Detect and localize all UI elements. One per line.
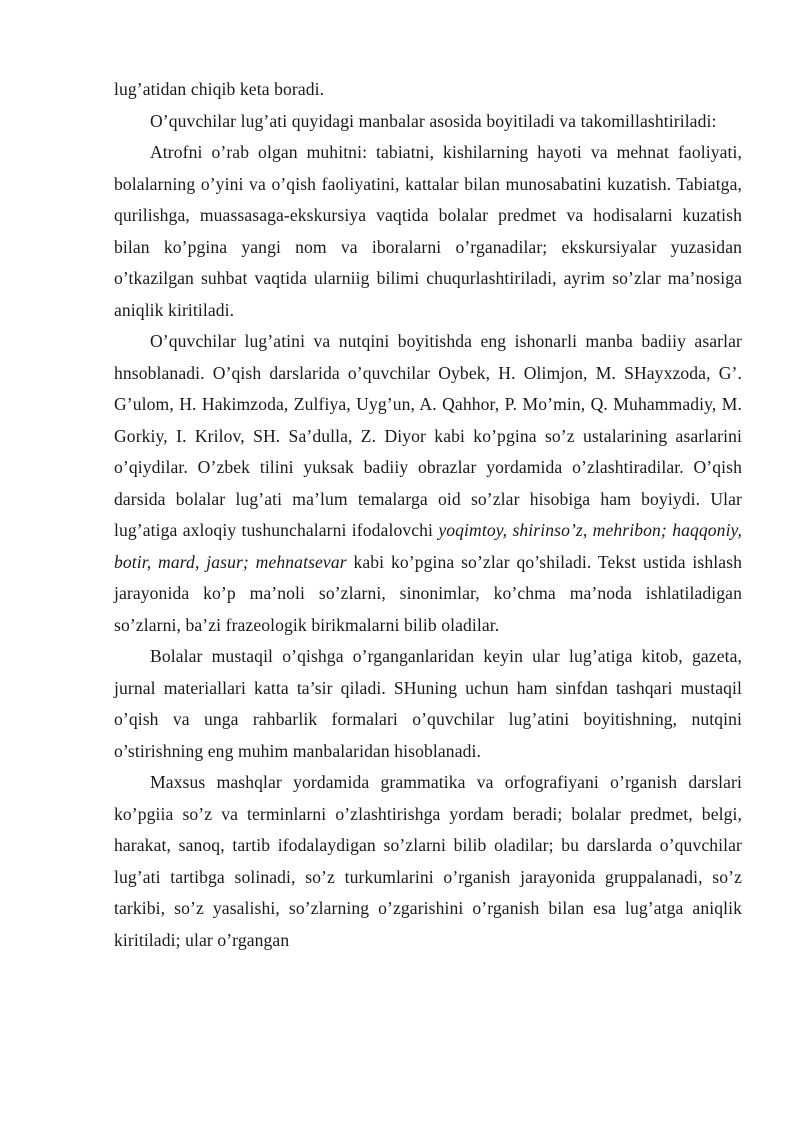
text-segment: kabi ko’pgina so’zlar qo’shiladi. Tekst ustida ishlash jarayonida ko’p ma’noli so’zlarni, sinonimlar, ko’chma ma’noda ishlatiladigan so’zlarni, ba’zi frazeologik birikmalarni bilib oladilar. [114, 551, 742, 635]
italic-word-list: yoqimtoy, shirinso’z, mehribon; haqqoniy, botir, mard, jasur; mehnatsevar [114, 520, 742, 572]
text-segment: O’quvchilar lug’atini va nutqini boyitishda eng ishonarli manba badiiy asarlar hnsoblanadi. O’qish darslarida o’quvchilar Oybek, H. Olimjon, M. SHayxzoda, G’. G’ulom, H. Hakimzoda, Zulfiya, Uyg’un, A. Qahhor, P. Mo’min, Q. Muhammadiy, M. Gorkiy, I. Krilov, SH. Sa’dulla, Z. Diyor kabi ko’pgina so’z ustalarining asarlarini o’qiydilar. O’zbek tilini yuksak badiiy obrazlar yordamida o’zlashtiradilar. O’qish darsida bolalar lug’ati ma’lum temalarga oid so’zlar hisobiga ham boyiydi. Ular lug’atiga axloqiy tushunchalarni ifodalovchi [114, 331, 742, 540]
paragraph-vocabulary-sources [114, 106, 742, 138]
text-segment: lug’atidan chiqib keta boradi. [114, 79, 325, 99]
text-segment: Maxsus mashqlar yordamida grammatika va orfografiyani o’rganish darslari ko’pgiia so’z va terminlarni o’zlashtirishga yordam beradi; bolalar predmet, belgi, harakat, sanoq, tartib ifodalaydigan so’zlarni bilib oladilar; bu darslarda o’quvchilar lug’ati tartibga solinadi, so’z turkumlarini o’rganish jarayonida gruppalanadi, so’z tarkibi, so’z yasalishi, so’zlarning o’zgarishini o’rganish bilan esa lug’atga aniqlik kiritiladi; ular o’rgangan [114, 772, 742, 950]
text-segment: Bolalar mustaqil o’qishga o’rganganlaridan keyin ular lug’atiga kitob, gazeta, jurnal materiallari katta ta’sir qiladi. SHuning uchun ham sinfdan tashqari mustaqil o’qish va unga rahbarlik formalari o’quvchilar lug’atini boyitishning, nutqini o’stirishning eng muhim manbalaridan hisoblanadi. [114, 646, 742, 761]
paragraph-literary-works [114, 326, 742, 641]
paragraph-special-exercises [114, 767, 742, 956]
paragraph-independent-reading [114, 641, 742, 767]
text-segment: Atrofni o’rab olgan muhitni: tabiatni, kishilarning hayoti va mehnat faoliyati, bolalarning o’yini va o’qish faoliyatini, kattalar bilan munosabatini kuzatish. Tabiatga, qurilishga, muassasaga-ekskursiya vaqtida bolalar predmet va hodisalarni kuzatish bilan ko’pgina yangi nom va iboralarni o’rganadilar; ekskursiyalar yuzasidan o’tkazilgan suhbat vaqtida ularniig bilimi chuqurlashtiriladi, ayrim so’zlar ma’nosiga aniqlik kiritiladi. [114, 142, 742, 320]
text-segment: O’quvchilar lug’ati quyidagi manbalar asosida boyitiladi va takomillashtiriladi: [150, 110, 717, 131]
paragraph-continuation [114, 74, 742, 106]
document-page [114, 74, 742, 956]
paragraph-environment-observation [114, 137, 742, 326]
